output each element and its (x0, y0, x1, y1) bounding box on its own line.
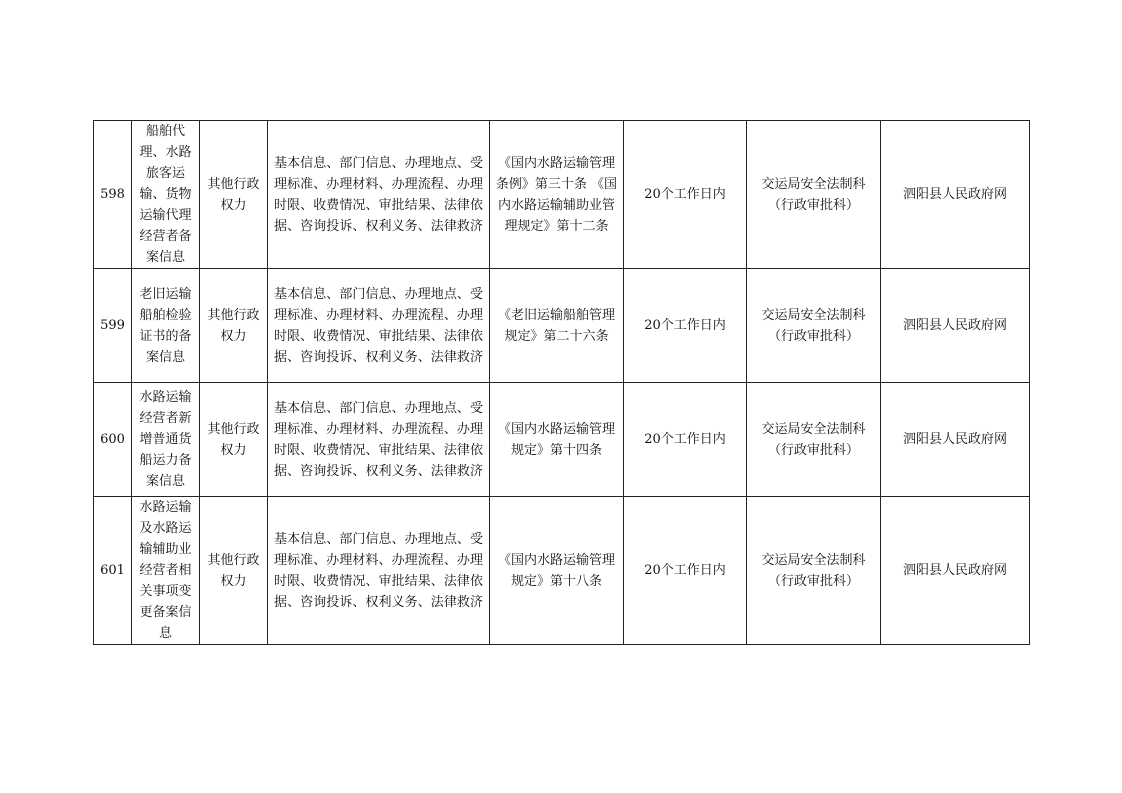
row-number: 599 (94, 269, 132, 383)
row-number: 601 (94, 497, 132, 645)
item-category: 其他行政权力 (200, 383, 268, 497)
item-category: 其他行政权力 (200, 269, 268, 383)
responsible-department: 交运局安全法制科（行政审批科） (747, 497, 881, 645)
responsible-department: 交运局安全法制科（行政审批科） (747, 121, 881, 269)
disclosure-channel: 泗阳县人民政府网 (881, 497, 1030, 645)
item-name: 水路运输经营者新增普通货船运力备案信息 (132, 383, 200, 497)
item-name: 水路运输及水路运输辅助业经营者相关事项变更备案信息 (132, 497, 200, 645)
item-name: 船舶代理、水路旅客运输、货物运输代理经营者备案信息 (132, 121, 200, 269)
disclosure-content: 基本信息、部门信息、办理地点、受理标准、办理材料、办理流程、办理时限、收费情况、审批结果、法律依据、咨询投诉、权利义务、法律救济 (268, 269, 490, 383)
row-number: 598 (94, 121, 132, 269)
legal-basis: 《老旧运输船舶管理规定》第二十六条 (490, 269, 624, 383)
time-limit: 20个工作日内 (624, 269, 747, 383)
disclosure-channel: 泗阳县人民政府网 (881, 121, 1030, 269)
responsible-department: 交运局安全法制科（行政审批科） (747, 269, 881, 383)
item-name: 老旧运输船舶检验证书的备案信息 (132, 269, 200, 383)
disclosure-content: 基本信息、部门信息、办理地点、受理标准、办理材料、办理流程、办理时限、收费情况、审批结果、法律依据、咨询投诉、权利义务、法律救济 (268, 121, 490, 269)
table-row (94, 121, 1030, 269)
item-category: 其他行政权力 (200, 121, 268, 269)
responsible-department: 交运局安全法制科（行政审批科） (747, 383, 881, 497)
table-row (94, 383, 1030, 497)
row-number: 600 (94, 383, 132, 497)
legal-basis: 《国内水路运输管理规定》第十八条 (490, 497, 624, 645)
time-limit: 20个工作日内 (624, 383, 747, 497)
time-limit: 20个工作日内 (624, 121, 747, 269)
disclosure-content: 基本信息、部门信息、办理地点、受理标准、办理材料、办理流程、办理时限、收费情况、审批结果、法律依据、咨询投诉、权利义务、法律救济 (268, 497, 490, 645)
time-limit: 20个工作日内 (624, 497, 747, 645)
disclosure-table (93, 120, 1030, 645)
table-row (94, 269, 1030, 383)
legal-basis: 《国内水路运输管理条例》第三十条 《国内水路运输辅助业管理规定》第十二条 (490, 121, 624, 269)
disclosure-channel: 泗阳县人民政府网 (881, 269, 1030, 383)
table-row (94, 497, 1030, 645)
legal-basis: 《国内水路运输管理规定》第十四条 (490, 383, 624, 497)
item-category: 其他行政权力 (200, 497, 268, 645)
disclosure-content: 基本信息、部门信息、办理地点、受理标准、办理材料、办理流程、办理时限、收费情况、审批结果、法律依据、咨询投诉、权利义务、法律救济 (268, 383, 490, 497)
disclosure-channel: 泗阳县人民政府网 (881, 383, 1030, 497)
